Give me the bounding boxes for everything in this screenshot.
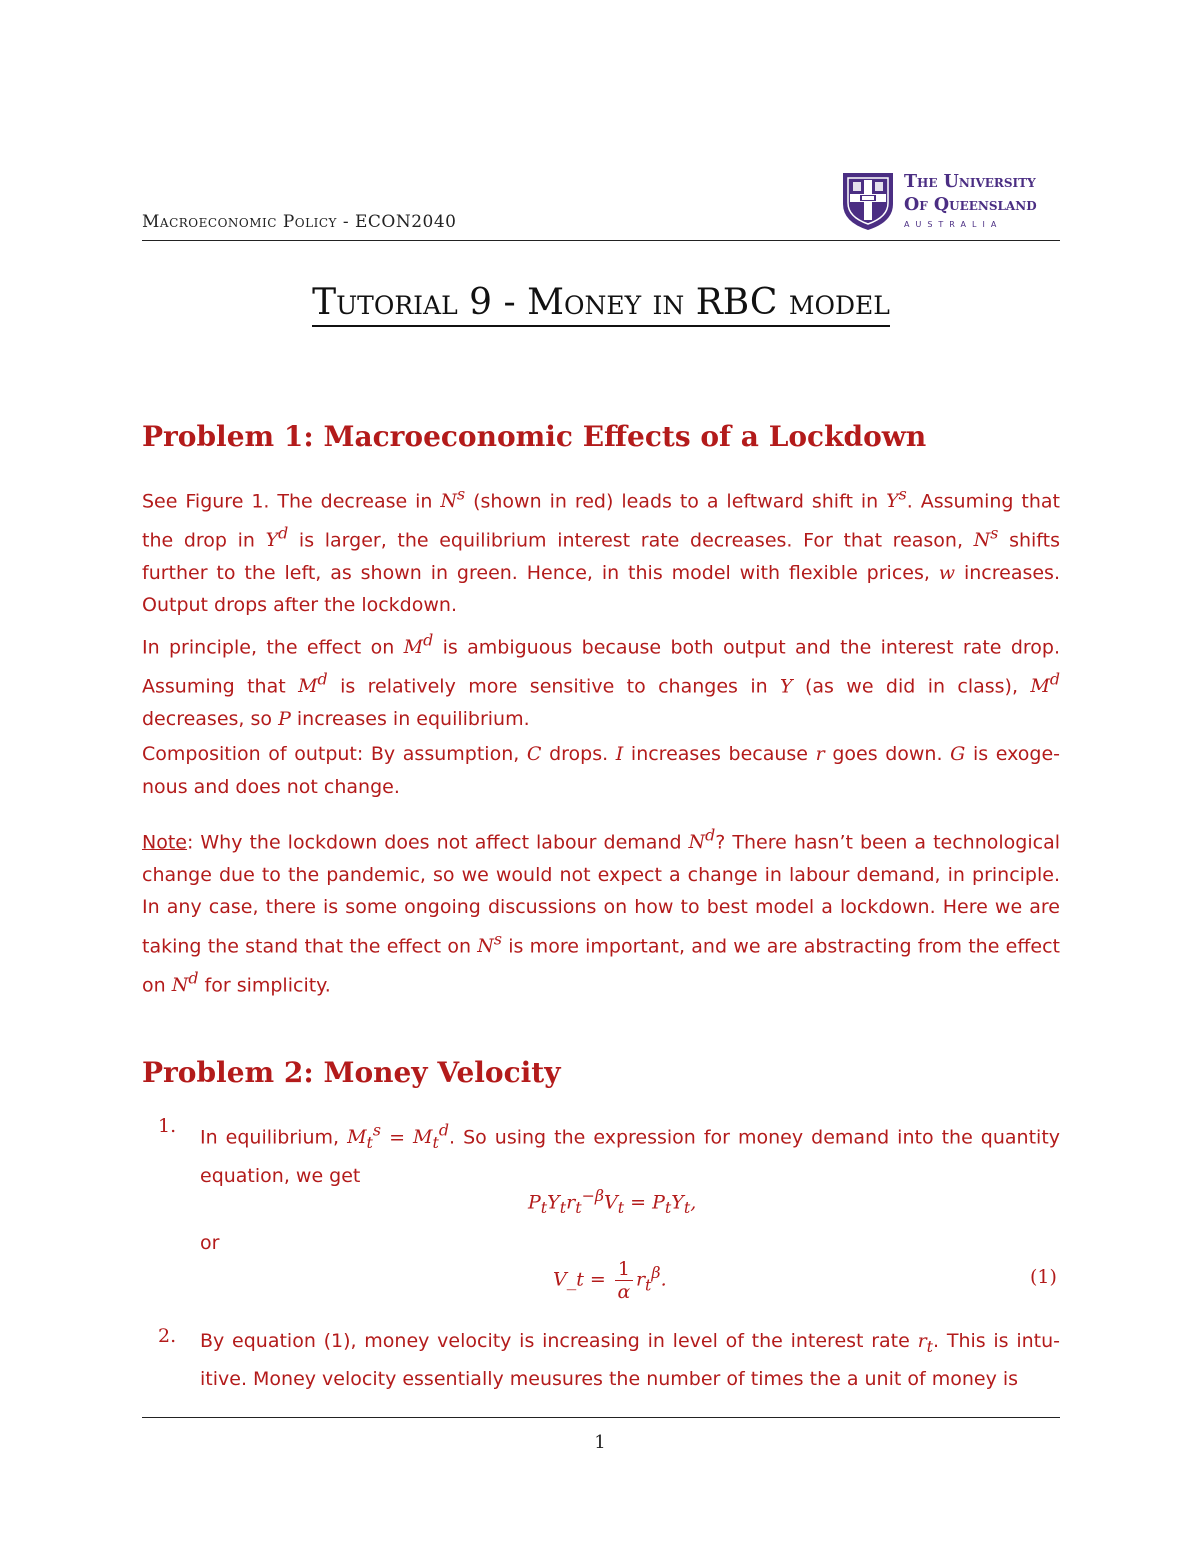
list-item-1-text: In equilibrium, $M_t^s = M_t^d$. So using the expression for money demand into the quantity equation, we get [200, 1121, 1061, 1187]
equation-velocity: V_t = $\frac{1}{\alpha}$ $r_t^\beta$. [553, 1258, 667, 1303]
problem-2-heading: Problem 2: Money Velocity [142, 1056, 561, 1089]
page-number: 1 [594, 1432, 606, 1453]
equation-quantity: $P_tY_tr_t^{-\beta}V_t = P_tY_t$, [528, 1186, 697, 1218]
list-item-2-text: By equation (1), money velocity is increasing in level of the interest rate $r_t$. This is intu-itive. Money velocity essentially meusures the number of times the a unit of money is [200, 1330, 1060, 1391]
footer-divider [142, 1417, 1060, 1418]
problem-1-note: Note: Why the lockdown does not affect labour demand $N^d$? There hasn’t been a technological change due to the pandemic, so we would not expect a change in labour demand, in principle. In any case, there is some ongoing discussions on how to best model a lockdown. Here we are taking the stand that the effect on $N^s$ is more important, and we are abstracting from the effect on $N^d$ for simplicity. [142, 826, 1061, 996]
list-item-1-number: 1. [158, 1115, 177, 1137]
logo-line-1: The University [904, 172, 1036, 192]
fraction: $\frac{1}{\alpha}$ [615, 1258, 633, 1303]
problem-1-heading: Problem 1: Macroeconomic Effects of a Lockdown [142, 420, 927, 453]
logo-line-2: Of Queensland [904, 195, 1037, 215]
equation-number: (1) [1030, 1266, 1057, 1288]
university-crest-icon [840, 170, 896, 232]
document-title [142, 282, 1060, 323]
problem-1-paragraph-2: In principle, the effect on $M^d$ is ambiguous because both output and the interest rate drop. Assuming that $M^d$ is relatively more sensitive to changes in Y (as we did in class), $M^d$ decreases, so P increases in equilibrium. [142, 631, 1061, 730]
logo-line-3: AUSTRALIA [904, 220, 1003, 229]
course-header: Macroeconomic Policy - ECON2040 [142, 212, 457, 232]
note-label: Note [142, 831, 187, 854]
header-divider [142, 240, 1060, 241]
university-logo [840, 170, 1062, 240]
problem-1-paragraph-1: See Figure 1. The decrease in $N^s$ (shown in red) leads to a leftward shift in $Y^s$. Assuming that the drop in $Y^d$ is larger, the equilibrium interest rate decreases. For that reason, $N^s$ shifts further to the left, as shown in green. Hence, in this model with flexible prices, w increases. Output drops after the lockdown. [142, 485, 1060, 617]
problem-1-paragraph-3: Composition of output: By assumption, C drops. I increases because r goes down. G is exoge-nous and does not change. [142, 743, 1060, 798]
title-text: Tutorial 9 - Money in RBC model [312, 282, 890, 327]
list-item-2-number: 2. [158, 1325, 177, 1347]
or-connector: or [200, 1232, 220, 1254]
